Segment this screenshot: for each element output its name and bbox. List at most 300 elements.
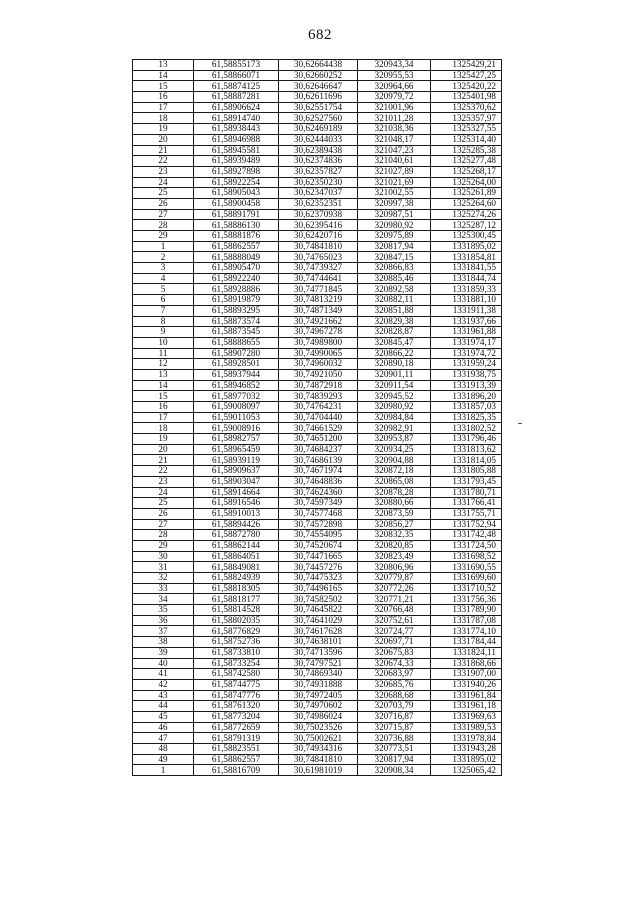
x-coordinate-cell: 320987,51 [358,209,431,220]
point-number-cell: 18 [133,113,194,124]
longitude-cell: 30,75023526 [279,722,358,733]
x-coordinate-cell: 320845,47 [358,337,431,348]
y-coordinate-cell: 1325370,62 [431,102,502,113]
point-number-cell: 20 [133,134,194,145]
longitude-cell: 30,74475323 [279,573,358,584]
stray-mark [518,423,522,424]
longitude-cell: 30,62352351 [279,198,358,209]
point-number-cell: 8 [133,316,194,327]
longitude-cell: 30,75002621 [279,733,358,744]
y-coordinate-cell: 1331755,71 [431,508,502,519]
x-coordinate-cell: 321040,61 [358,156,431,167]
x-coordinate-cell: 320980,92 [358,220,431,231]
coordinates-table [132,59,502,776]
point-number-cell: 25 [133,498,194,509]
longitude-cell: 30,62664438 [279,60,358,71]
point-number-cell: 13 [133,369,194,380]
longitude-cell: 30,74813219 [279,295,358,306]
y-coordinate-cell: 1331802,52 [431,423,502,434]
y-coordinate-cell: 1331698,52 [431,551,502,562]
table-row [133,70,502,81]
table-row [133,359,502,370]
table-row [133,519,502,530]
y-coordinate-cell: 1331896,20 [431,391,502,402]
longitude-cell: 30,74641029 [279,615,358,626]
latitude-cell: 61,58855173 [194,60,279,71]
y-coordinate-cell: 1331699,60 [431,573,502,584]
point-number-cell: 37 [133,626,194,637]
y-coordinate-cell: 1331857,03 [431,402,502,413]
latitude-cell: 61,58814528 [194,605,279,616]
longitude-cell: 30,62374836 [279,156,358,167]
table-row [133,348,502,359]
latitude-cell: 61,58928501 [194,359,279,370]
longitude-cell: 30,62420716 [279,231,358,242]
point-number-cell: 26 [133,198,194,209]
point-number-cell: 28 [133,220,194,231]
point-number-cell: 36 [133,615,194,626]
latitude-cell: 61,58733810 [194,647,279,658]
longitude-cell: 30,74704440 [279,412,358,423]
latitude-cell: 61,58922254 [194,177,279,188]
point-number-cell: 3 [133,263,194,274]
x-coordinate-cell: 320847,15 [358,252,431,263]
latitude-cell: 61,58733254 [194,658,279,669]
latitude-cell: 61,58823551 [194,744,279,755]
longitude-cell: 30,74713596 [279,647,358,658]
latitude-cell: 61,58802035 [194,615,279,626]
point-number-cell: 26 [133,508,194,519]
x-coordinate-cell: 320856,27 [358,519,431,530]
latitude-cell: 61,58873574 [194,316,279,327]
longitude-cell: 30,74597349 [279,498,358,509]
longitude-cell: 30,62611696 [279,92,358,103]
latitude-cell: 61,58928886 [194,284,279,295]
latitude-cell: 61,58977032 [194,391,279,402]
table-row [133,637,502,648]
point-number-cell: 12 [133,359,194,370]
point-number-cell: 5 [133,284,194,295]
point-number-cell: 38 [133,637,194,648]
point-number-cell: 14 [133,70,194,81]
y-coordinate-cell: 1331978,84 [431,733,502,744]
point-number-cell: 33 [133,583,194,594]
x-coordinate-cell: 320943,34 [358,60,431,71]
table-row [133,188,502,199]
longitude-cell: 30,62469189 [279,124,358,135]
table-row [133,626,502,637]
latitude-cell: 61,58900458 [194,198,279,209]
table-row [133,209,502,220]
longitude-cell: 30,62389438 [279,145,358,156]
x-coordinate-cell: 320982,91 [358,423,431,434]
x-coordinate-cell: 320908,34 [358,765,431,776]
longitude-cell: 30,62646647 [279,81,358,92]
table-row [133,594,502,605]
table-row [133,455,502,466]
table-row [133,583,502,594]
latitude-cell: 61,59011053 [194,412,279,423]
y-coordinate-cell: 1325314,40 [431,134,502,145]
table-row [133,508,502,519]
table-row [133,605,502,616]
y-coordinate-cell: 1325420,22 [431,81,502,92]
point-number-cell: 19 [133,124,194,135]
y-coordinate-cell: 1331824,11 [431,647,502,658]
y-coordinate-cell: 1331943,28 [431,744,502,755]
point-number-cell: 25 [133,188,194,199]
point-number-cell: 7 [133,305,194,316]
point-number-cell: 43 [133,690,194,701]
latitude-cell: 61,58939489 [194,156,279,167]
table-row [133,156,502,167]
longitude-cell: 30,74582502 [279,594,358,605]
point-number-cell: 20 [133,444,194,455]
table-row [133,337,502,348]
longitude-cell: 30,74990065 [279,348,358,359]
x-coordinate-cell: 320945,52 [358,391,431,402]
x-coordinate-cell: 321001,96 [358,102,431,113]
page-number: 682 [308,27,332,43]
y-coordinate-cell: 1331805,88 [431,466,502,477]
longitude-cell: 30,74648836 [279,476,358,487]
x-coordinate-cell: 320975,89 [358,231,431,242]
latitude-cell: 61,58946988 [194,134,279,145]
table-row [133,690,502,701]
y-coordinate-cell: 1331766,41 [431,498,502,509]
point-number-cell: 27 [133,209,194,220]
point-number-cell: 21 [133,145,194,156]
x-coordinate-cell: 320878,28 [358,487,431,498]
x-coordinate-cell: 320872,18 [358,466,431,477]
x-coordinate-cell: 320901,11 [358,369,431,380]
y-coordinate-cell: 1325277,48 [431,156,502,167]
y-coordinate-cell: 1331974,17 [431,337,502,348]
y-coordinate-cell: 1325401,98 [431,92,502,103]
table-row [133,658,502,669]
y-coordinate-cell: 1325287,12 [431,220,502,231]
latitude-cell: 61,58939119 [194,455,279,466]
longitude-cell: 30,74841810 [279,241,358,252]
table-row [133,327,502,338]
y-coordinate-cell: 1331841,55 [431,263,502,274]
y-coordinate-cell: 1331859,33 [431,284,502,295]
longitude-cell: 30,74765023 [279,252,358,263]
x-coordinate-cell: 320892,58 [358,284,431,295]
point-number-cell: 22 [133,466,194,477]
x-coordinate-cell: 320703,79 [358,701,431,712]
latitude-cell: 61,58761320 [194,701,279,712]
x-coordinate-cell: 320697,71 [358,637,431,648]
x-coordinate-cell: 321011,28 [358,113,431,124]
latitude-cell: 61,58881876 [194,231,279,242]
latitude-cell: 61,58927898 [194,166,279,177]
longitude-cell: 30,62347037 [279,188,358,199]
table-row [133,60,502,71]
table-row [133,744,502,755]
point-number-cell: 34 [133,594,194,605]
longitude-cell: 30,74651200 [279,434,358,445]
longitude-cell: 30,74638101 [279,637,358,648]
x-coordinate-cell: 320865,08 [358,476,431,487]
point-number-cell: 18 [133,423,194,434]
y-coordinate-cell: 1325429,21 [431,60,502,71]
point-number-cell: 39 [133,647,194,658]
latitude-cell: 61,59008916 [194,423,279,434]
x-coordinate-cell: 320984,84 [358,412,431,423]
x-coordinate-cell: 320980,92 [358,402,431,413]
point-number-cell: 46 [133,722,194,733]
y-coordinate-cell: 1331844,74 [431,273,502,284]
latitude-cell: 61,58772659 [194,722,279,733]
latitude-cell: 61,58866071 [194,70,279,81]
y-coordinate-cell: 1331881,10 [431,295,502,306]
point-number-cell: 19 [133,434,194,445]
table-row [133,434,502,445]
x-coordinate-cell: 320955,53 [358,70,431,81]
table-row [133,198,502,209]
table-row [133,466,502,477]
x-coordinate-cell: 320736,88 [358,733,431,744]
latitude-cell: 61,58906624 [194,102,279,113]
point-number-cell: 23 [133,166,194,177]
latitude-cell: 61,58776829 [194,626,279,637]
table-row [133,412,502,423]
table-row [133,402,502,413]
longitude-cell: 30,62444033 [279,134,358,145]
latitude-cell: 61,58910013 [194,508,279,519]
x-coordinate-cell: 321027,89 [358,166,431,177]
longitude-cell: 30,74684237 [279,444,358,455]
y-coordinate-cell: 1331814,05 [431,455,502,466]
table-row [133,423,502,434]
table-row [133,722,502,733]
y-coordinate-cell: 1331796,46 [431,434,502,445]
table-row [133,765,502,776]
x-coordinate-cell: 320675,83 [358,647,431,658]
latitude-cell: 61,58909637 [194,466,279,477]
latitude-cell: 61,58905470 [194,263,279,274]
point-number-cell: 35 [133,605,194,616]
latitude-cell: 61,58905043 [194,188,279,199]
latitude-cell: 61,58922240 [194,273,279,284]
x-coordinate-cell: 320851,88 [358,305,431,316]
x-coordinate-cell: 320882,11 [358,295,431,306]
table-row [133,145,502,156]
point-number-cell: 40 [133,658,194,669]
longitude-cell: 30,74841810 [279,754,358,765]
point-number-cell: 2 [133,252,194,263]
point-number-cell: 16 [133,402,194,413]
x-coordinate-cell: 320688,68 [358,690,431,701]
y-coordinate-cell: 1325264,00 [431,177,502,188]
y-coordinate-cell: 1325327,55 [431,124,502,135]
point-number-cell: 11 [133,348,194,359]
point-number-cell: 41 [133,669,194,680]
point-number-cell: 23 [133,476,194,487]
longitude-cell: 30,74871349 [279,305,358,316]
latitude-cell: 61,58873545 [194,327,279,338]
x-coordinate-cell: 320779,87 [358,573,431,584]
y-coordinate-cell: 1331940,26 [431,679,502,690]
latitude-cell: 61,58982757 [194,434,279,445]
y-coordinate-cell: 1331724,50 [431,540,502,551]
point-number-cell: 28 [133,530,194,541]
x-coordinate-cell: 320873,59 [358,508,431,519]
longitude-cell: 30,74471665 [279,551,358,562]
latitude-cell: 61,58907280 [194,348,279,359]
table-row [133,316,502,327]
x-coordinate-cell: 320772,26 [358,583,431,594]
x-coordinate-cell: 320817,94 [358,241,431,252]
point-number-cell: 47 [133,733,194,744]
table-row [133,241,502,252]
x-coordinate-cell: 320829,38 [358,316,431,327]
table-row [133,369,502,380]
point-number-cell: 10 [133,337,194,348]
longitude-cell: 30,62350230 [279,177,358,188]
latitude-cell: 61,58864051 [194,551,279,562]
x-coordinate-cell: 320885,46 [358,273,431,284]
y-coordinate-cell: 1325300,45 [431,231,502,242]
x-coordinate-cell: 320773,51 [358,744,431,755]
longitude-cell: 30,62357827 [279,166,358,177]
table-row [133,733,502,744]
x-coordinate-cell: 320911,54 [358,380,431,391]
table-row [133,754,502,765]
longitude-cell: 30,74931888 [279,679,358,690]
table-row [133,669,502,680]
longitude-cell: 30,74921050 [279,369,358,380]
point-number-cell: 17 [133,102,194,113]
x-coordinate-cell: 321048,17 [358,134,431,145]
x-coordinate-cell: 320683,97 [358,669,431,680]
latitude-cell: 61,58894426 [194,519,279,530]
longitude-cell: 30,74624360 [279,487,358,498]
table-row [133,530,502,541]
x-coordinate-cell: 320904,88 [358,455,431,466]
latitude-cell: 61,58872780 [194,530,279,541]
longitude-cell: 30,74872918 [279,380,358,391]
y-coordinate-cell: 1331907,00 [431,669,502,680]
latitude-cell: 61,58874125 [194,81,279,92]
y-coordinate-cell: 1331938,75 [431,369,502,380]
y-coordinate-cell: 1331710,52 [431,583,502,594]
table-row [133,92,502,103]
x-coordinate-cell: 320823,49 [358,551,431,562]
point-number-cell: 29 [133,231,194,242]
y-coordinate-cell: 1331793,45 [431,476,502,487]
longitude-cell: 30,74797521 [279,658,358,669]
table-row [133,380,502,391]
latitude-cell: 61,58862557 [194,754,279,765]
longitude-cell: 30,61981019 [279,765,358,776]
latitude-cell: 61,58903047 [194,476,279,487]
longitude-cell: 30,62395416 [279,220,358,231]
y-coordinate-cell: 1325274,26 [431,209,502,220]
table-row [133,113,502,124]
table-row [133,711,502,722]
table-row [133,102,502,113]
longitude-cell: 30,74972405 [279,690,358,701]
latitude-cell: 61,58946852 [194,380,279,391]
x-coordinate-cell: 320685,76 [358,679,431,690]
point-number-cell: 31 [133,562,194,573]
longitude-cell: 30,74921662 [279,316,358,327]
longitude-cell: 30,74744641 [279,273,358,284]
longitude-cell: 30,74764231 [279,402,358,413]
table-row [133,487,502,498]
longitude-cell: 30,74989800 [279,337,358,348]
point-number-cell: 45 [133,711,194,722]
y-coordinate-cell: 1331784,44 [431,637,502,648]
table-row [133,220,502,231]
table-row [133,81,502,92]
longitude-cell: 30,74771845 [279,284,358,295]
point-number-cell: 32 [133,573,194,584]
point-number-cell: 44 [133,701,194,712]
table-row [133,177,502,188]
y-coordinate-cell: 1331937,66 [431,316,502,327]
latitude-cell: 61,58887281 [194,92,279,103]
table-row [133,551,502,562]
latitude-cell: 61,58938443 [194,124,279,135]
x-coordinate-cell: 320771,21 [358,594,431,605]
table-row [133,305,502,316]
longitude-cell: 30,74869340 [279,669,358,680]
table-row [133,444,502,455]
point-number-cell: 6 [133,295,194,306]
x-coordinate-cell: 320828,87 [358,327,431,338]
table-row [133,540,502,551]
longitude-cell: 30,74572898 [279,519,358,530]
point-number-cell: 24 [133,177,194,188]
latitude-cell: 61,58818177 [194,594,279,605]
y-coordinate-cell: 1331961,84 [431,690,502,701]
table-row [133,701,502,712]
y-coordinate-cell: 1331742,48 [431,530,502,541]
point-number-cell: 1 [133,241,194,252]
x-coordinate-cell: 320890,18 [358,359,431,370]
x-coordinate-cell: 320953,87 [358,434,431,445]
latitude-cell: 61,58862557 [194,241,279,252]
latitude-cell: 61,58888655 [194,337,279,348]
latitude-cell: 61,58919879 [194,295,279,306]
y-coordinate-cell: 1331895,02 [431,754,502,765]
table-row [133,284,502,295]
x-coordinate-cell: 321002,55 [358,188,431,199]
y-coordinate-cell: 1331813,62 [431,444,502,455]
y-coordinate-cell: 1331911,38 [431,305,502,316]
latitude-cell: 61,58914664 [194,487,279,498]
y-coordinate-cell: 1331913,39 [431,380,502,391]
latitude-cell: 61,58886130 [194,220,279,231]
y-coordinate-cell: 1325285,38 [431,145,502,156]
point-number-cell: 22 [133,156,194,167]
y-coordinate-cell: 1331895,02 [431,241,502,252]
longitude-cell: 30,74970602 [279,701,358,712]
y-coordinate-cell: 1331690,55 [431,562,502,573]
longitude-cell: 30,74960032 [279,359,358,370]
point-number-cell: 29 [133,540,194,551]
table-row [133,391,502,402]
x-coordinate-cell: 320979,72 [358,92,431,103]
latitude-cell: 61,59008097 [194,402,279,413]
longitude-cell: 30,74839293 [279,391,358,402]
longitude-cell: 30,74577468 [279,508,358,519]
point-number-cell: 16 [133,92,194,103]
latitude-cell: 61,58752736 [194,637,279,648]
